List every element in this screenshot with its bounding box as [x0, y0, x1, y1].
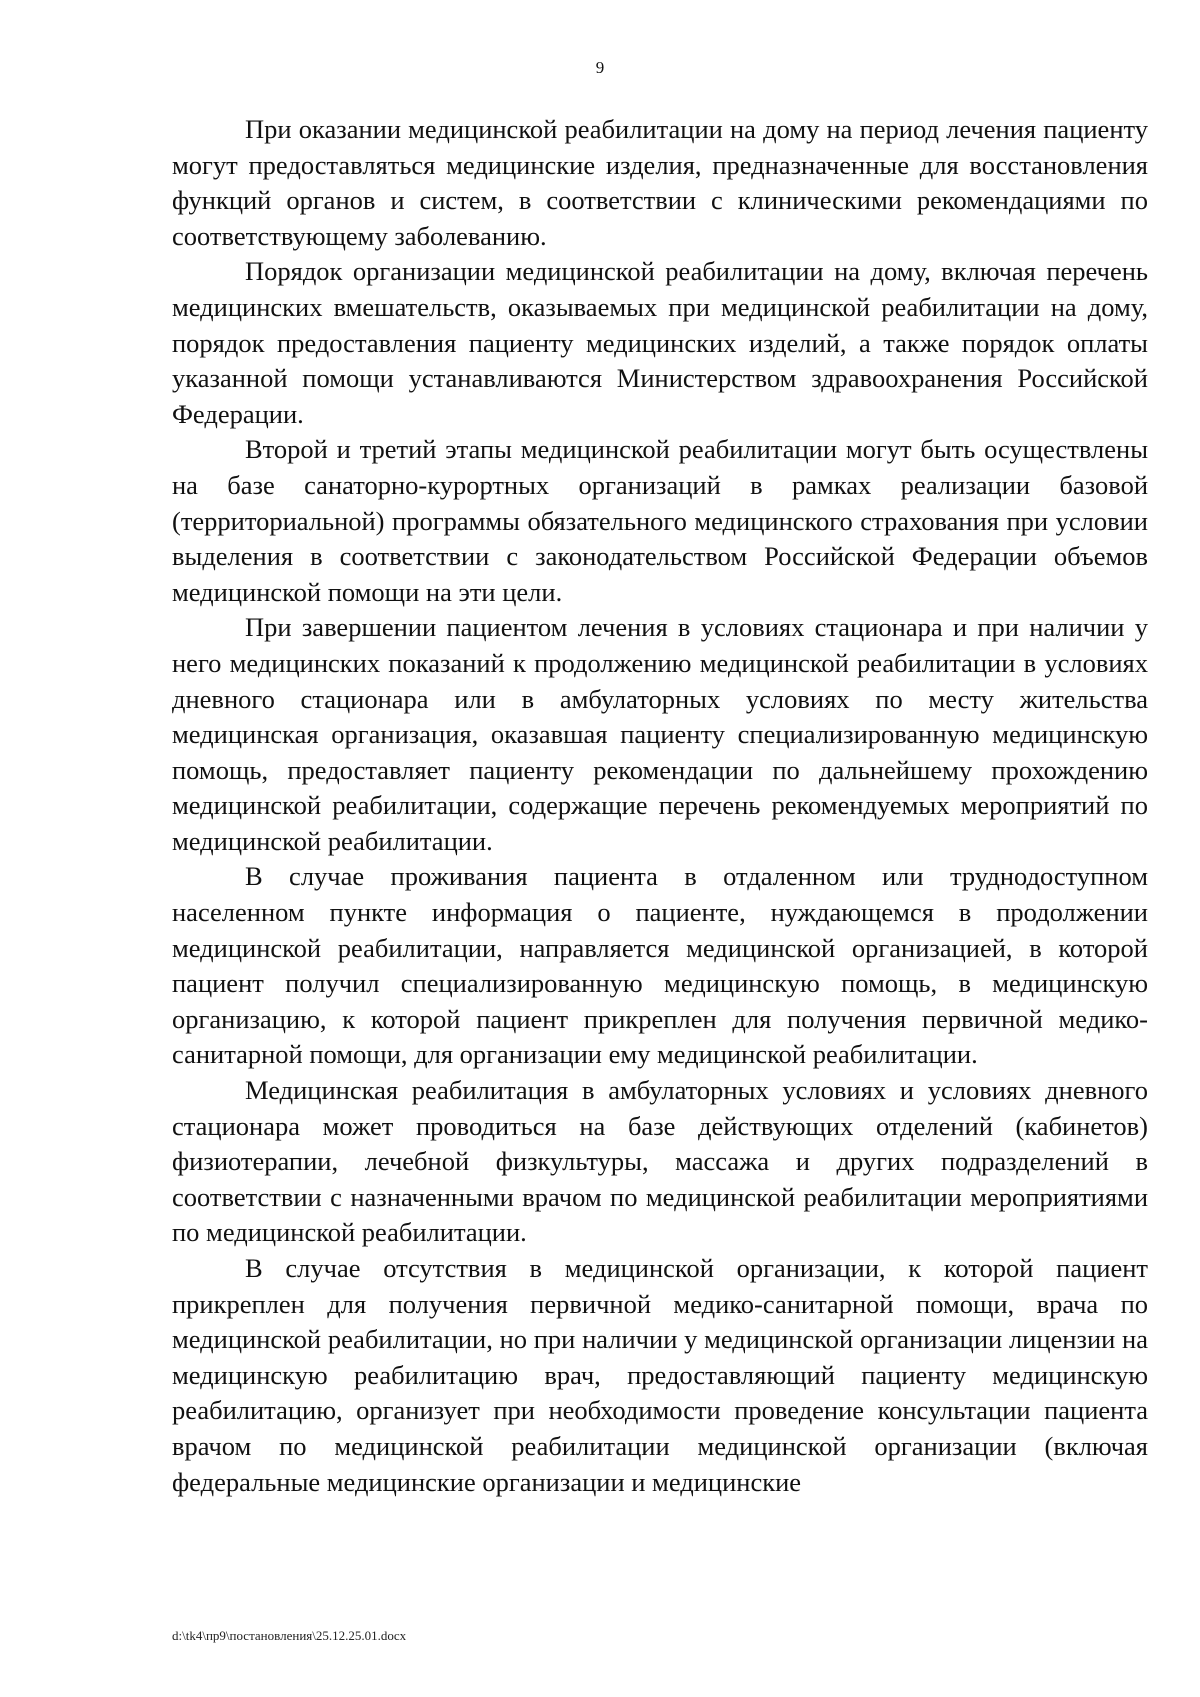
paragraph-home-rehabilitation-procedure: Порядок организации медицинской реабилитации на дому, включая перечень медицинских вмешательств, оказываемых при медицинской реабилитации на дому, порядок предоставления пациенту медицинских изделий, а также порядок оплаты указанной помощи устанавливаются Министерством здравоохранения Российской Федерации.: [172, 256, 1148, 429]
paragraph-hospital-discharge-recommendations: При завершении пациентом лечения в условиях стационара и при наличии у него медицинских показаний к продолжению медицинской реабилитации в условиях дневного стационара или в амбулаторных условиях по месту жительства медицинская организация, оказавшая пациенту специализированную медицинскую помощь, предоставляет пациенту рекомендации по дальнейшему прохождению медицинской реабилитации, содержащие перечень рекомендуемых мероприятий по медицинской реабилитации.: [172, 612, 1148, 856]
footer-file-path: d:\tk4\пр9\постановления\25.12.25.01.docx: [172, 1628, 407, 1643]
paragraph-no-rehabilitation-physician: В случае отсутствия в медицинской организации, к которой пациент прикреплен для получения первичной медико-санитарной помощи, врача по медицинской реабилитации, но при наличии у медицинской организации лицензии на медицинскую реабилитацию врач, предоставляющий пациенту медицинскую реабилитацию, организует при необходимости проведение консультации пациента врачом по медицинской реабилитации медицинской организации (включая федеральные медицинские организации и медицинские: [172, 1253, 1148, 1497]
paragraph-sanatorium-stages: Второй и третий этапы медицинской реабилитации могут быть осуществлены на базе санаторно-курортных организаций в рамках реализации базовой (территориальной) программы обязательного медицинского страхования при условии выделения в соответствии с законодательством Российской Федерации объемов медицинской помощи на эти цели.: [172, 434, 1148, 607]
paragraph-remote-residence: В случае проживания пациента в отдаленном или труднодоступном населенном пункте информация о пациенте, нуждающемся в продолжении медицинской реабилитации, направляется медицинской организацией, в которой пациент получил специализированную медицинскую помощь, в медицинскую организацию, к которой пациент прикреплен для получения первичной медико-санитарной помощи, для организации ему медицинской реабилитации.: [172, 861, 1148, 1070]
page-number: 9: [595, 58, 605, 77]
paragraph-home-rehabilitation-devices: При оказании медицинской реабилитации на дому на период лечения пациенту могут предоставляться медицинские изделия, предназначенные для восстановления функций органов и систем, в соответствии с клиническими рекомендациями по соответствующему заболеванию.: [172, 114, 1148, 251]
document-body: [172, 112, 1148, 1500]
paragraph-outpatient-rehabilitation: Медицинская реабилитация в амбулаторных условиях и условиях дневного стационара может проводиться на базе действующих отделений (кабинетов) физиотерапии, лечебной физкультуры, массажа и других подразделений в соответствии с назначенными врачом по медицинской реабилитации мероприятиями по медицинской реабилитации.: [172, 1075, 1148, 1248]
